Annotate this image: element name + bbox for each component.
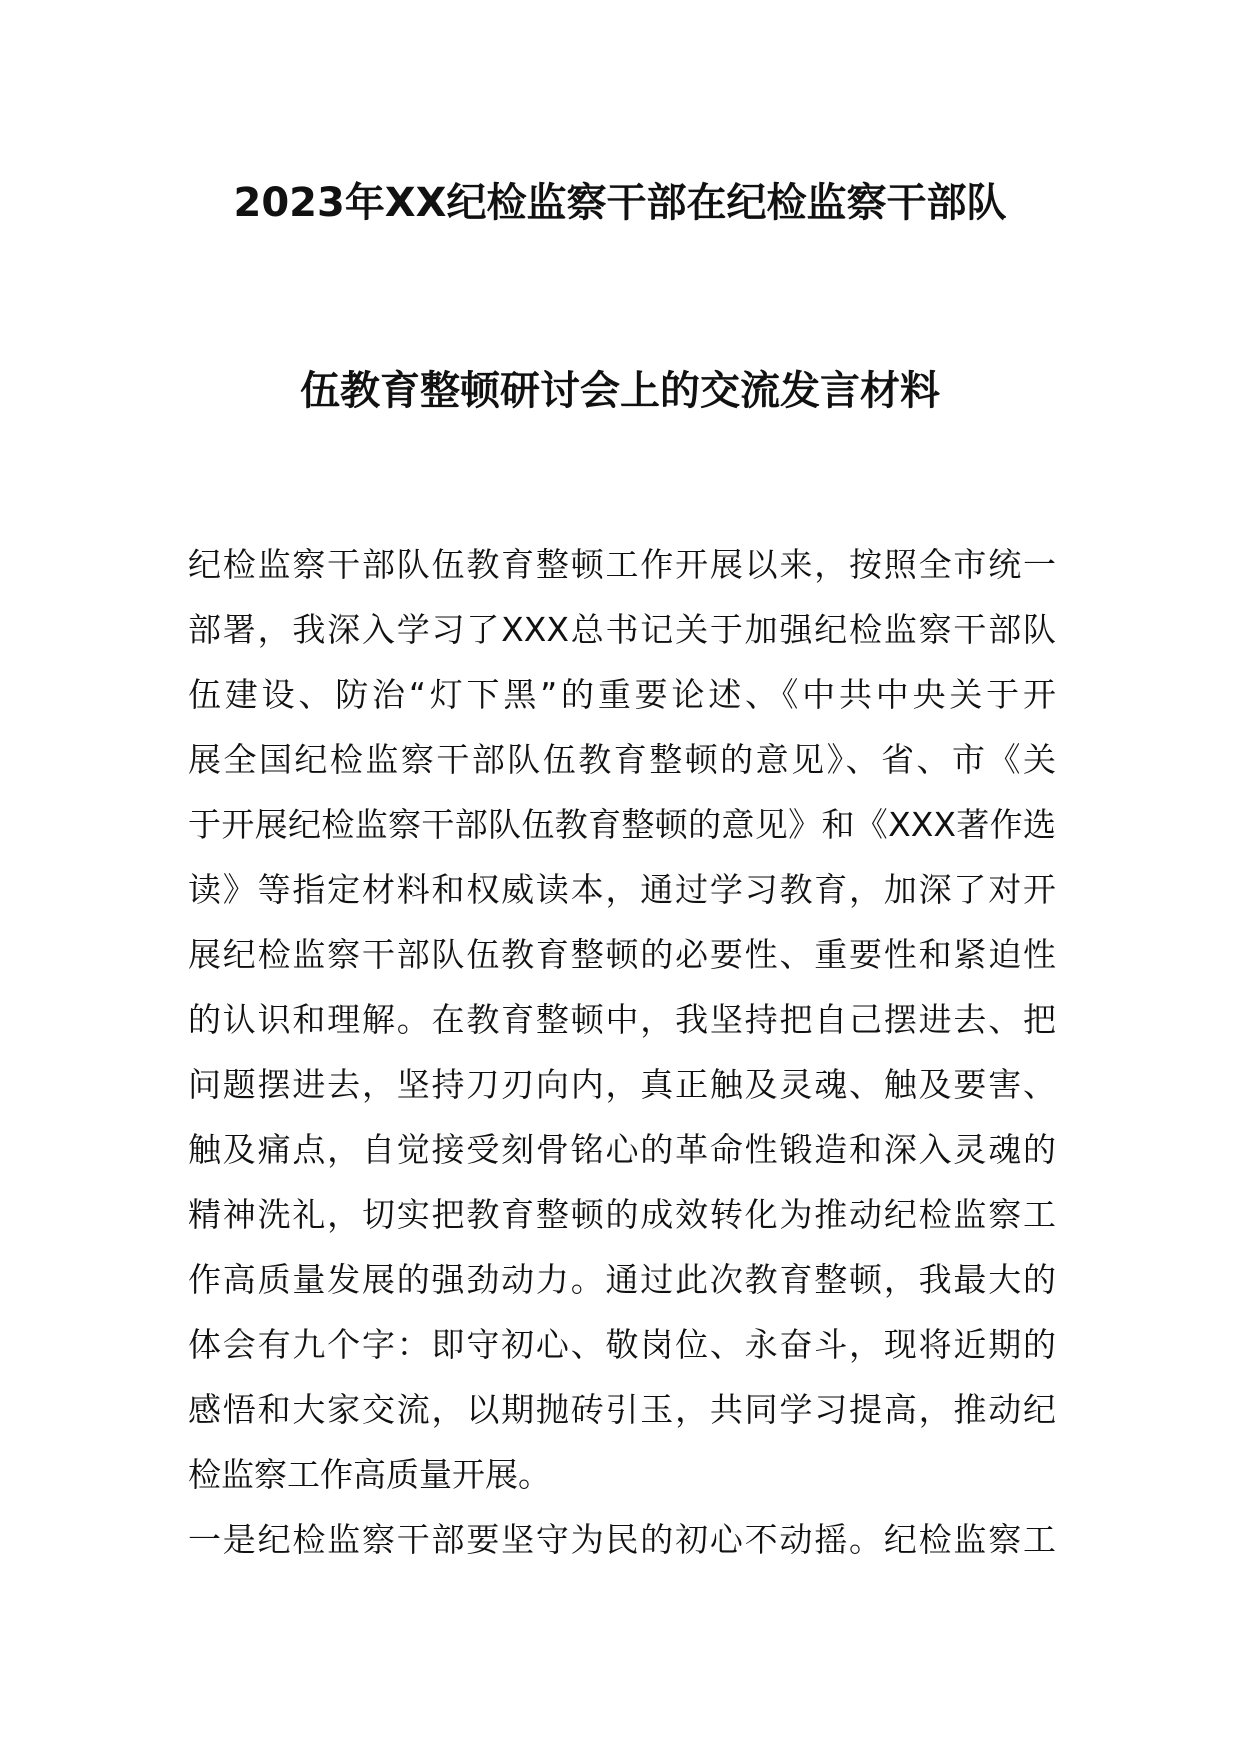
body-text-line: 触及痛点，自觉接受刻骨铭心的革命性锻造和深入灵魂的 (188, 1130, 1056, 1169)
body-text-line: 于开展纪检监察干部队伍教育整顿的意见》和《XXX著作选 (188, 805, 1056, 844)
body-text-line: 部署，我深入学习了XXX总书记关于加强纪检监察干部队 (188, 610, 1056, 649)
body-text-line: 感悟和大家交流，以期抛砖引玉，共同学习提高，推动纪 (188, 1390, 1056, 1429)
body-text-line: 展纪检监察干部队伍教育整顿的必要性、重要性和紧迫性 (188, 935, 1056, 974)
body-text-line: 展全国纪检监察干部队伍教育整顿的意见》、省、市《关 (188, 740, 1056, 779)
body-text-line: 作高质量发展的强劲动力。通过此次教育整顿，我最大的 (188, 1260, 1056, 1299)
document-title-line-2: 伍教育整顿研讨会上的交流发言材料 (300, 368, 940, 414)
body-text-line: 伍建设、防治“灯下黑”的重要论述、《中共中央关于开 (188, 675, 1056, 714)
body-text-line: 读》等指定材料和权威读本，通过学习教育，加深了对开 (188, 870, 1056, 909)
body-text-line: 纪检监察干部队伍教育整顿工作开展以来，按照全市统一 (188, 545, 1056, 584)
body-text-line: 检监察工作高质量开展。 (188, 1455, 551, 1494)
body-text-line: 精神洗礼，切实把教育整顿的成效转化为推动纪检监察工 (188, 1195, 1056, 1234)
body-text-line: 的认识和理解。在教育整顿中，我坚持把自己摆进去、把 (188, 1000, 1056, 1039)
body-text-line: 一是纪检监察干部要坚守为民的初心不动摇。纪检监察工 (188, 1520, 1056, 1559)
body-text-line: 问题摆进去，坚持刀刃向内，真正触及灵魂、触及要害、 (188, 1065, 1056, 1104)
document-title-line-1: 2023年XX纪检监察干部在纪检监察干部队 (233, 180, 1007, 226)
body-text-line: 体会有九个字：即守初心、敬岗位、永奋斗，现将近期的 (188, 1325, 1056, 1364)
